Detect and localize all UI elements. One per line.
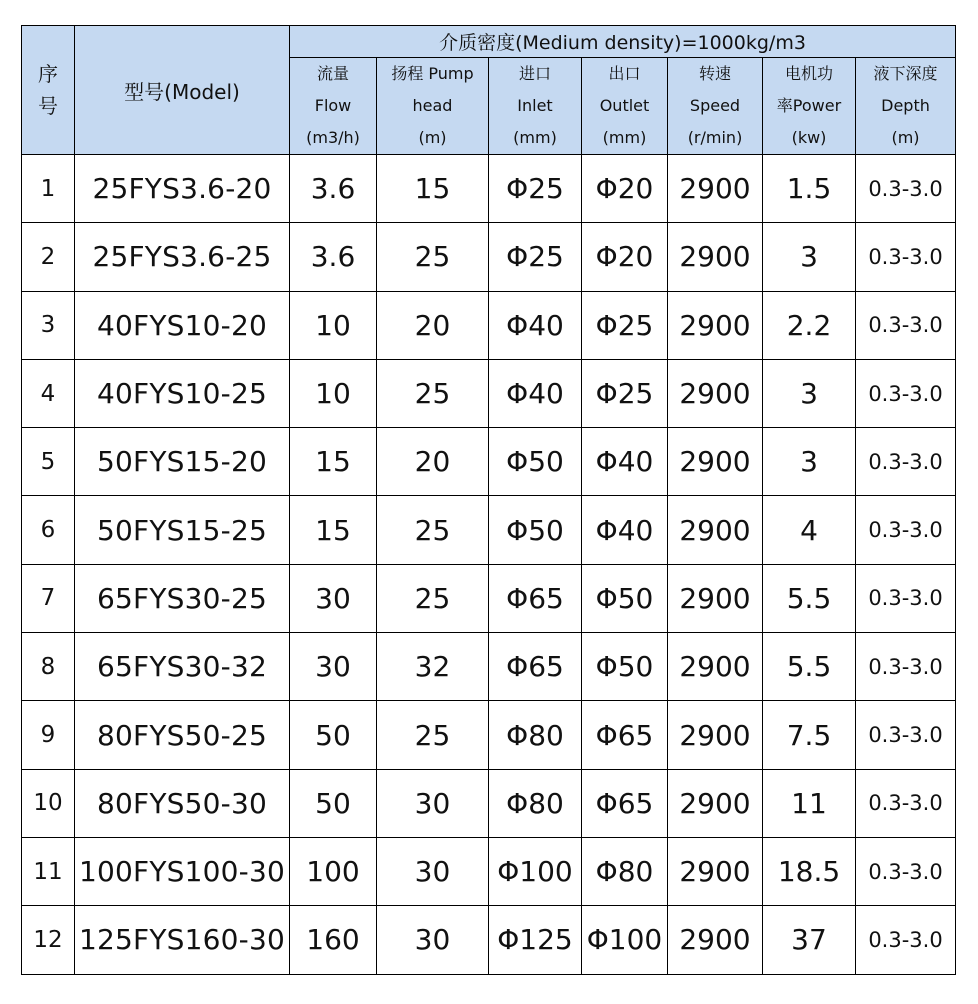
cell-inlet: Φ80: [489, 701, 582, 769]
cell-depth: 0.3-3.0: [856, 223, 956, 291]
cell-idx: 5: [22, 428, 75, 496]
cell-idx: 1: [22, 155, 75, 223]
cell-outlet: Φ65: [582, 701, 668, 769]
header-power-line: (kw): [791, 128, 827, 147]
cell-depth: 0.3-3.0: [856, 496, 956, 564]
cell-model: 65FYS30-32: [75, 633, 290, 701]
cell-depth: 0.3-3.0: [856, 291, 956, 359]
cell-flow: 10: [290, 359, 377, 427]
cell-head: 30: [377, 906, 489, 974]
header-index: [22, 26, 75, 155]
cell-inlet: Φ65: [489, 633, 582, 701]
cell-idx: 6: [22, 496, 75, 564]
cell-speed: 2900: [668, 223, 763, 291]
header-power: [763, 58, 856, 155]
cell-inlet: Φ40: [489, 359, 582, 427]
header-flow-line: Flow: [314, 96, 352, 115]
header-flow-line: 流量: [316, 64, 349, 83]
cell-head: 25: [377, 223, 489, 291]
cell-power: 3: [763, 223, 856, 291]
table-row: [22, 496, 956, 564]
cell-head: 20: [377, 428, 489, 496]
header-inlet-line: (mm): [513, 128, 557, 147]
table-row: [22, 769, 956, 837]
cell-idx: 2: [22, 223, 75, 291]
cell-power: 7.5: [763, 701, 856, 769]
header-medium-density: 介质密度(Medium density)=1000kg/m3: [290, 26, 956, 58]
cell-outlet: Φ20: [582, 155, 668, 223]
header-inlet: [489, 58, 582, 155]
table-row: [22, 291, 956, 359]
header-depth-line: Depth: [881, 96, 930, 115]
cell-speed: 2900: [668, 564, 763, 632]
cell-head: 25: [377, 496, 489, 564]
cell-flow: 30: [290, 564, 377, 632]
cell-depth: 0.3-3.0: [856, 906, 956, 974]
cell-idx: 7: [22, 564, 75, 632]
cell-idx: 3: [22, 291, 75, 359]
cell-power: 18.5: [763, 837, 856, 905]
header-power-line: 率Power: [776, 96, 842, 115]
cell-depth: 0.3-3.0: [856, 701, 956, 769]
cell-model: 40FYS10-25: [75, 359, 290, 427]
cell-head: 30: [377, 769, 489, 837]
cell-model: 125FYS160-30: [75, 906, 290, 974]
cell-power: 2.2: [763, 291, 856, 359]
header-model: 型号(Model): [75, 26, 290, 155]
header-speed-line: 转速: [698, 64, 731, 83]
cell-outlet: Φ100: [582, 906, 668, 974]
cell-head: 25: [377, 564, 489, 632]
table-row: [22, 701, 956, 769]
table-row: [22, 359, 956, 427]
cell-inlet: Φ50: [489, 428, 582, 496]
header-flow-line: (m3/h): [306, 128, 360, 147]
cell-speed: 2900: [668, 906, 763, 974]
cell-outlet: Φ20: [582, 223, 668, 291]
cell-flow: 100: [290, 837, 377, 905]
header-head: [377, 58, 489, 155]
cell-outlet: Φ80: [582, 837, 668, 905]
header-head-line: (m): [418, 128, 447, 147]
cell-depth: 0.3-3.0: [856, 428, 956, 496]
cell-head: 32: [377, 633, 489, 701]
cell-inlet: Φ40: [489, 291, 582, 359]
cell-flow: 3.6: [290, 155, 377, 223]
header-depth-line: (m): [891, 128, 920, 147]
cell-depth: 0.3-3.0: [856, 155, 956, 223]
cell-model: 25FYS3.6-20: [75, 155, 290, 223]
cell-power: 37: [763, 906, 856, 974]
cell-speed: 2900: [668, 837, 763, 905]
header-head-line: 扬程 Pump: [391, 64, 474, 83]
cell-power: 11: [763, 769, 856, 837]
cell-flow: 15: [290, 496, 377, 564]
header-outlet: [582, 58, 668, 155]
cell-speed: 2900: [668, 701, 763, 769]
cell-head: 25: [377, 701, 489, 769]
header-row-top: [22, 26, 956, 58]
cell-speed: 2900: [668, 496, 763, 564]
cell-power: 1.5: [763, 155, 856, 223]
cell-model: 80FYS50-30: [75, 769, 290, 837]
cell-depth: 0.3-3.0: [856, 633, 956, 701]
cell-power: 5.5: [763, 564, 856, 632]
header-speed-line: Speed: [689, 96, 741, 115]
cell-inlet: Φ65: [489, 564, 582, 632]
cell-model: 40FYS10-20: [75, 291, 290, 359]
cell-flow: 15: [290, 428, 377, 496]
cell-outlet: Φ50: [582, 633, 668, 701]
cell-model: 80FYS50-25: [75, 701, 290, 769]
header-head-line: head: [412, 96, 453, 115]
header-power-line: 电机功: [784, 64, 833, 83]
cell-head: 20: [377, 291, 489, 359]
table-row: [22, 633, 956, 701]
cell-speed: 2900: [668, 633, 763, 701]
header-inlet-line: 进口: [518, 64, 551, 83]
cell-model: 50FYS15-25: [75, 496, 290, 564]
header-outlet-line: Outlet: [599, 96, 650, 115]
cell-depth: 0.3-3.0: [856, 837, 956, 905]
header-flow: [290, 58, 377, 155]
header-depth-line: 液下深度: [873, 64, 938, 83]
cell-speed: 2900: [668, 359, 763, 427]
cell-idx: 8: [22, 633, 75, 701]
cell-model: 50FYS15-20: [75, 428, 290, 496]
header-index-line: 号: [38, 94, 58, 118]
cell-speed: 2900: [668, 428, 763, 496]
cell-flow: 50: [290, 701, 377, 769]
cell-speed: 2900: [668, 155, 763, 223]
cell-speed: 2900: [668, 291, 763, 359]
table-row: [22, 428, 956, 496]
header-inlet-line: Inlet: [517, 96, 553, 115]
cell-idx: 10: [22, 769, 75, 837]
cell-outlet: Φ40: [582, 428, 668, 496]
table-row: [22, 155, 956, 223]
cell-power: 5.5: [763, 633, 856, 701]
table-body: [22, 155, 956, 975]
header-index-line: 序: [38, 62, 58, 86]
cell-depth: 0.3-3.0: [856, 769, 956, 837]
cell-power: 3: [763, 428, 856, 496]
header-outlet-line: 出口: [608, 64, 641, 83]
cell-idx: 9: [22, 701, 75, 769]
cell-inlet: Φ100: [489, 837, 582, 905]
cell-model: 25FYS3.6-25: [75, 223, 290, 291]
header-speed: [668, 58, 763, 155]
pump-spec-table: [21, 25, 956, 975]
cell-idx: 4: [22, 359, 75, 427]
cell-power: 3: [763, 359, 856, 427]
cell-power: 4: [763, 496, 856, 564]
cell-head: 25: [377, 359, 489, 427]
cell-outlet: Φ65: [582, 769, 668, 837]
table-row: [22, 564, 956, 632]
cell-depth: 0.3-3.0: [856, 359, 956, 427]
cell-flow: 160: [290, 906, 377, 974]
cell-inlet: Φ125: [489, 906, 582, 974]
header-outlet-line: (mm): [602, 128, 647, 147]
cell-inlet: Φ25: [489, 155, 582, 223]
cell-depth: 0.3-3.0: [856, 564, 956, 632]
table-row: [22, 837, 956, 905]
cell-outlet: Φ25: [582, 291, 668, 359]
cell-inlet: Φ50: [489, 496, 582, 564]
cell-flow: 10: [290, 291, 377, 359]
cell-model: 65FYS30-25: [75, 564, 290, 632]
cell-flow: 50: [290, 769, 377, 837]
cell-idx: 12: [22, 906, 75, 974]
cell-outlet: Φ50: [582, 564, 668, 632]
cell-inlet: Φ80: [489, 769, 582, 837]
table-row: [22, 906, 956, 974]
cell-head: 15: [377, 155, 489, 223]
cell-idx: 11: [22, 837, 75, 905]
header-speed-line: (r/min): [687, 128, 743, 147]
cell-speed: 2900: [668, 769, 763, 837]
table-header: [22, 26, 956, 155]
cell-head: 30: [377, 837, 489, 905]
table-row: [22, 223, 956, 291]
cell-outlet: Φ40: [582, 496, 668, 564]
cell-flow: 30: [290, 633, 377, 701]
cell-outlet: Φ25: [582, 359, 668, 427]
cell-inlet: Φ25: [489, 223, 582, 291]
cell-flow: 3.6: [290, 223, 377, 291]
header-depth: [856, 58, 956, 155]
cell-model: 100FYS100-30: [75, 837, 290, 905]
